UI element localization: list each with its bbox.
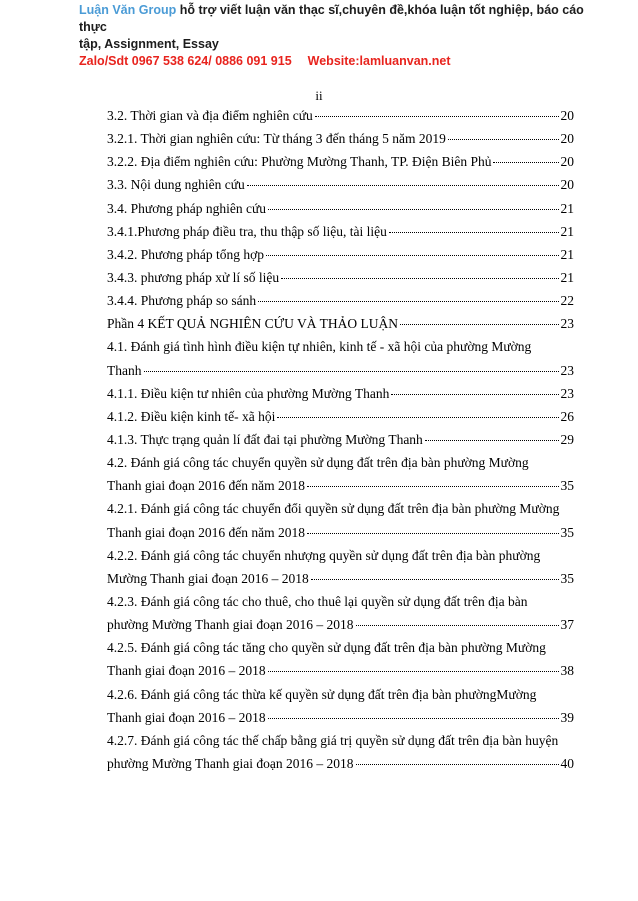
- toc-entry-line-1[interactable]: [107, 729, 574, 752]
- toc-entry-title: 4.2.5. Đánh giá công tác tăng cho quyền sử dụng đất trên địa bàn phường Mường: [107, 640, 546, 656]
- toc-entry[interactable]: [107, 382, 574, 405]
- toc-page-number: 37: [560, 617, 574, 633]
- toc-entry-title-cont: Thanh giai đoạn 2016 đến năm 2018: [107, 524, 305, 540]
- toc-page-number: 26: [560, 408, 574, 424]
- toc-page-number: 21: [560, 269, 574, 285]
- page-number: ii: [315, 88, 323, 103]
- toc-entry-chapter[interactable]: [107, 312, 574, 335]
- toc-page-number: 35: [560, 570, 574, 586]
- toc-entry-title-cont: Thanh: [107, 362, 142, 378]
- toc-entry-title-cont: Thanh giai đoạn 2016 – 2018: [107, 663, 266, 679]
- toc-leader-dots: [307, 486, 559, 487]
- toc-entry-title: 4.1. Đánh giá tình hình điều kiện tự nhiên, kinh tế - xã hội của phường Mường: [107, 339, 532, 355]
- banner-tagline: hỗ trợ viết luận văn thạc sĩ,chuyên đề,khóa luận tốt nghiệp, báo cáo thực: [79, 3, 584, 34]
- toc-entry-title: Phần 4 KẾT QUẢ NGHIÊN CỨU VÀ THẢO LUẬN: [107, 316, 398, 332]
- brand-name: Luận Văn Group: [79, 3, 177, 17]
- toc-leader-dots: [258, 301, 558, 302]
- toc-entry-title: 3.2. Thời gian và địa điểm nghiên cứu: [107, 108, 313, 123]
- toc-leader-dots: [400, 324, 559, 325]
- contact-phone: Zalo/Sdt 0967 538 624/ 0886 091 915: [79, 54, 292, 68]
- toc-entry-title-cont: phường Mường Thanh giai đoạn 2016 – 2018: [107, 755, 354, 771]
- toc-entry-line-2[interactable]: [107, 359, 574, 382]
- toc-entry-title: 3.2.1. Thời gian nghiên cứu: Từ tháng 3 đến tháng 5 năm 2019: [107, 131, 446, 147]
- toc-page-number: 23: [560, 316, 574, 332]
- toc-leader-dots: [389, 232, 559, 233]
- toc-entry-title: 4.2.3. Đánh giá công tác cho thuê, cho thuê lại quyền sử dụng đất trên địa bàn: [107, 593, 528, 609]
- toc-page-number: 39: [560, 709, 574, 725]
- toc-entry-title: 3.4.4. Phương pháp so sánh: [107, 293, 257, 309]
- toc-page-number: 21: [560, 200, 574, 216]
- toc-page-number: 22: [560, 293, 574, 309]
- toc-leader-dots: [277, 417, 558, 418]
- toc-entry[interactable]: [107, 405, 574, 428]
- toc-page-number: 21: [560, 223, 574, 239]
- banner-line-2: tập, Assignment, Essay: [79, 37, 219, 51]
- toc-page-number: 38: [560, 663, 574, 679]
- toc-leader-dots: [307, 533, 559, 534]
- toc-entry[interactable]: [107, 428, 574, 451]
- toc-leader-dots: [268, 718, 559, 719]
- toc-entry[interactable]: [107, 220, 574, 243]
- toc-leader-dots: [266, 255, 559, 256]
- toc-leader-dots: [391, 394, 558, 395]
- toc-leader-dots: [268, 209, 558, 210]
- toc-page-number: 20: [560, 154, 574, 170]
- toc-entry-title-cont: Thanh giai đoạn 2016 – 2018: [107, 709, 266, 725]
- table-of-contents: [107, 104, 574, 775]
- toc-entry-line-2[interactable]: [107, 613, 574, 636]
- toc-entry[interactable]: [107, 150, 574, 173]
- toc-entry-line-1[interactable]: [107, 683, 574, 706]
- toc-entry-line-1[interactable]: [107, 497, 574, 520]
- toc-entry-title: 4.1.2. Điều kiện kinh tế- xã hội: [107, 408, 276, 424]
- toc-entry-title: 4.2.7. Đánh giá công tác thế chấp bằng giá trị quyền sử dụng đất trên địa bàn huyện: [107, 732, 559, 748]
- toc-entry-title: 3.4. Phương pháp nghiên cứu: [107, 200, 267, 216]
- toc-entry[interactable]: [107, 197, 574, 220]
- toc-entry-line-1[interactable]: [107, 451, 574, 474]
- toc-entry-title: 3.3. Nội dung nghiên cứu: [107, 177, 245, 193]
- toc-page-number: 21: [560, 246, 574, 262]
- toc-page-number: 35: [560, 478, 574, 494]
- toc-entry-line-2[interactable]: [107, 567, 574, 590]
- toc-entry-line-2[interactable]: [107, 474, 574, 497]
- toc-entry-line-1[interactable]: [107, 590, 574, 613]
- toc-leader-dots: [356, 625, 559, 626]
- toc-leader-dots: [493, 162, 558, 163]
- toc-page-number: 23: [560, 385, 574, 401]
- toc-leader-dots: [356, 764, 559, 765]
- toc-entry-line-1[interactable]: [107, 544, 574, 567]
- toc-entry-title: 4.2. Đánh giá công tác chuyển quyền sử dụng đất trên địa bàn phường Mường: [107, 455, 529, 471]
- banner-line-1: [79, 2, 599, 36]
- toc-entry-title: 4.2.1. Đánh giá công tác chuyển đổi quyền sử dụng đất trên địa bàn phường Mường: [107, 501, 560, 517]
- toc-entry-line-2[interactable]: [107, 521, 574, 544]
- toc-page-number: 20: [560, 177, 574, 193]
- toc-entry[interactable]: [107, 127, 574, 150]
- toc-leader-dots: [144, 371, 559, 372]
- toc-entry-line-2[interactable]: [107, 706, 574, 729]
- toc-entry-title-cont: Thanh giai đoạn 2016 đến năm 2018: [107, 478, 305, 494]
- toc-entry[interactable]: [107, 243, 574, 266]
- toc-leader-dots: [448, 139, 559, 140]
- toc-entry-title: 3.4.1.Phương pháp điều tra, thu thập số liệu, tài liệu: [107, 223, 387, 239]
- toc-page-number: 23: [560, 362, 574, 378]
- toc-entry-title: 3.4.2. Phương pháp tổng hợp: [107, 246, 264, 262]
- banner-contact-line: [79, 53, 599, 70]
- toc-entry-title-cont: phường Mường Thanh giai đoạn 2016 – 2018: [107, 617, 354, 633]
- toc-entry[interactable]: [107, 266, 574, 289]
- toc-entry-line-2[interactable]: [107, 659, 574, 682]
- toc-entry[interactable]: [107, 173, 574, 196]
- toc-entry-title: 4.2.2. Đánh giá công tác chuyển nhượng quyền sử dụng đất trên địa bàn phường: [107, 547, 541, 563]
- toc-entry-line-2[interactable]: [107, 752, 574, 775]
- toc-entry-title: 4.1.3. Thực trạng quản lí đất đai tại phường Mường Thanh: [107, 431, 423, 447]
- toc-page-number: 35: [560, 524, 574, 540]
- toc-leader-dots: [281, 278, 558, 279]
- toc-entry[interactable]: [107, 289, 574, 312]
- toc-leader-dots: [247, 185, 559, 186]
- header-banner: [79, 2, 599, 70]
- toc-entry-title: 3.2.2. Địa điểm nghiên cứu: Phường Mường Thanh, TP. Điện Biên Phủ: [107, 154, 492, 170]
- toc-leader-dots: [311, 579, 559, 580]
- toc-entry-title: 3.4.3. phương pháp xử lí số liệu: [107, 269, 280, 285]
- toc-leader-dots: [268, 671, 559, 672]
- toc-leader-dots: [425, 440, 559, 441]
- toc-entry-title: 4.1.1. Điều kiện tư nhiên của phường Mường Thanh: [107, 385, 390, 401]
- website-link[interactable]: Website:lamluanvan.net: [307, 54, 451, 68]
- toc-entry-line-1[interactable]: [107, 335, 574, 358]
- toc-page-number: 20: [560, 131, 574, 147]
- toc-page-number: 40: [560, 755, 574, 771]
- toc-entry-title-cont: Mường Thanh giai đoạn 2016 – 2018: [107, 570, 309, 586]
- toc-entry-title: 4.2.6. Đánh giá công tác thừa kế quyền sử dụng đất trên địa bàn phườngMường: [107, 686, 537, 702]
- toc-page-number: 29: [560, 431, 574, 447]
- toc-entry-line-1[interactable]: [107, 636, 574, 659]
- toc-entry[interactable]: [107, 104, 574, 127]
- toc-leader-dots: [315, 116, 559, 117]
- toc-page-number: 20: [560, 108, 574, 123]
